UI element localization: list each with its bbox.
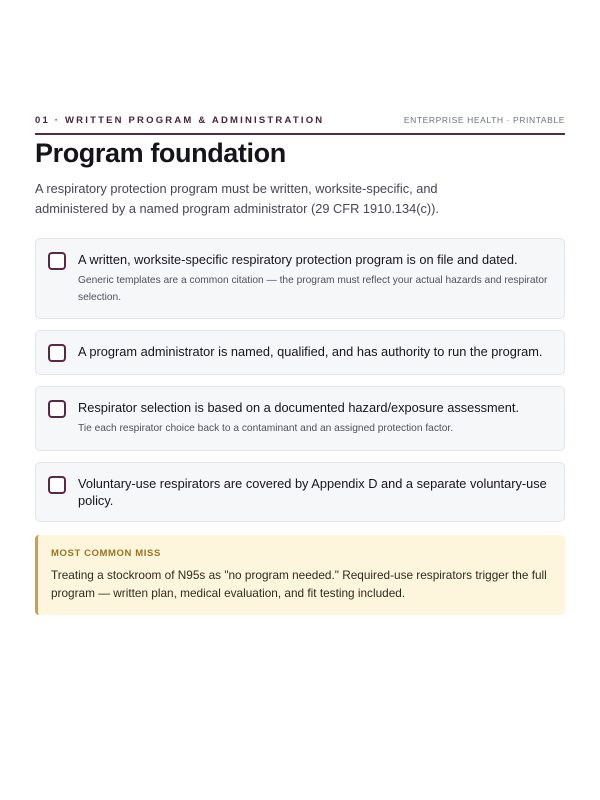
section-header: [35, 115, 565, 135]
page-title: Program foundation: [35, 138, 286, 168]
section-label: 01 · WRITTEN PROGRAM & ADMINISTRATION: [35, 115, 325, 126]
checklist-item-title: A program administrator is named, qualified, and has authority to run the program.: [78, 344, 543, 359]
intro-paragraph: A respiratory protection program must be written, worksite-specific, and administered by a named program administrator (29 CFR 1910.134(c)).: [35, 181, 439, 216]
checklist-item-program-administrator[interactable]: [35, 330, 565, 375]
checklist-page: [35, 115, 565, 615]
checklist-item-voluntary-use[interactable]: [35, 462, 565, 522]
checklist-item-text: [78, 399, 550, 438]
brand-tag: ENTERPRISE HEALTH · PRINTABLE: [403, 115, 565, 125]
checklist-item-respirator-selection[interactable]: [35, 386, 565, 451]
checklist: [35, 238, 565, 522]
checklist-item-note: Generic templates are a common citation — the program must reflect your actual hazards and respirator selection.: [78, 275, 548, 303]
checklist-item-title: Respirator selection is based on a documented hazard/exposure assessment.: [78, 400, 520, 415]
checklist-item-note: Tie each respirator choice back to a contaminant and an assigned protection factor.: [78, 423, 454, 434]
callout-text: Treating a stockroom of N95s as "no program needed." Required-use respirators trigger the full program — written plan, medical evaluation, and fit testing included.: [51, 567, 547, 600]
checklist-item-title: A written, worksite-specific respiratory protection program is on file and dated.: [78, 252, 518, 267]
checklist-item-title: Voluntary-use respirators are covered by Appendix D and a separate voluntary-use policy.: [78, 475, 547, 508]
checkbox-icon[interactable]: [48, 476, 66, 494]
callout-label: MOST COMMON MISS: [51, 547, 161, 559]
checklist-item-text: [78, 251, 550, 306]
checklist-item-written-program[interactable]: [35, 238, 565, 319]
checkbox-icon[interactable]: [48, 344, 66, 362]
common-miss-callout: [35, 535, 565, 615]
checklist-item-text: [78, 343, 550, 360]
checkbox-icon[interactable]: [48, 252, 66, 270]
checklist-item-text: [78, 475, 550, 509]
checkbox-icon[interactable]: [48, 400, 66, 418]
